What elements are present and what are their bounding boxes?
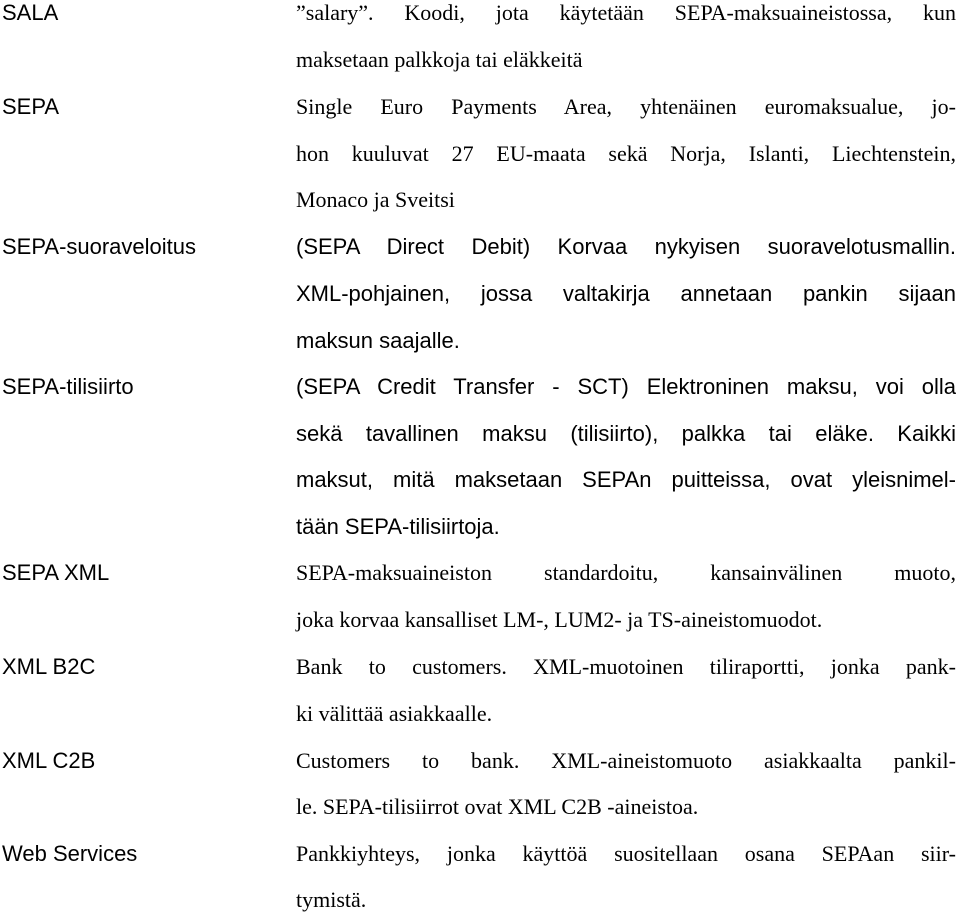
definition-line: ki välittää asiakkaalle.: [296, 701, 493, 726]
term-sepa-tilisiirto: SEPA-tilisiirto: [2, 374, 134, 399]
term-sepa-suoraveloitus: SEPA-suoraveloitus: [2, 234, 197, 259]
definition-line: SEPA-maksuaineiston standardoitu, kansainvälinen muoto,: [296, 560, 956, 585]
definition-line: maksut, mitä maksetaan SEPAn puitteissa, ovat yleisnimel-: [296, 467, 956, 492]
term-sepa-xml: SEPA XML: [2, 560, 110, 585]
definition-line: tään SEPA-tilisiirtoja.: [296, 514, 500, 539]
definition-line: maksetaan palkkoja tai eläkkeitä: [296, 47, 583, 72]
definition-line: maksun saajalle.: [296, 328, 460, 353]
term-xml-c2b: XML C2B: [2, 748, 96, 773]
definition-line: ”salary”. Koodi, jota käytetään SEPA-maksuaineistossa, kun: [296, 0, 956, 25]
definition-line: Bank to customers. XML-muotoinen tiliraportti, jonka pank-: [296, 654, 956, 679]
term-xml-b2c: XML B2C: [2, 654, 96, 679]
definition-line: (SEPA Credit Transfer - SCT) Elektroninen maksu, voi olla: [296, 374, 956, 399]
definition-line: XML-pohjainen, jossa valtakirja annetaan pankin sijaan: [296, 281, 956, 306]
term-web-services: Web Services: [2, 841, 138, 866]
definition-line: joka korvaa kansalliset LM-, LUM2- ja TS-aineistomuodot.: [296, 607, 823, 632]
definition-line: le. SEPA-tilisiirrot ovat XML C2B -aineistoa.: [296, 794, 699, 819]
definition-line: Customers to bank. XML-aineistomuoto asiakkaalta pankil-: [296, 748, 956, 773]
definition-line: tymistä.: [296, 887, 367, 912]
definition-line: (SEPA Direct Debit) Korvaa nykyisen suoravelotusmallin.: [296, 234, 956, 259]
definition-line: Pankkiyhteys, jonka käyttöä suositellaan osana SEPAan siir-: [296, 841, 956, 866]
definition-line: hon kuuluvat 27 EU-maata sekä Norja, Islanti, Liechtenstein,: [296, 141, 956, 166]
definition-line: sekä tavallinen maksu (tilisiirto), palkka tai eläke. Kaikki: [296, 421, 956, 446]
term-sepa: SEPA: [2, 94, 60, 119]
definition-line: Monaco ja Sveitsi: [296, 187, 455, 212]
term-sala: SALA: [2, 0, 59, 25]
definition-line: Single Euro Payments Area, yhtenäinen euromaksualue, jo-: [296, 94, 956, 119]
